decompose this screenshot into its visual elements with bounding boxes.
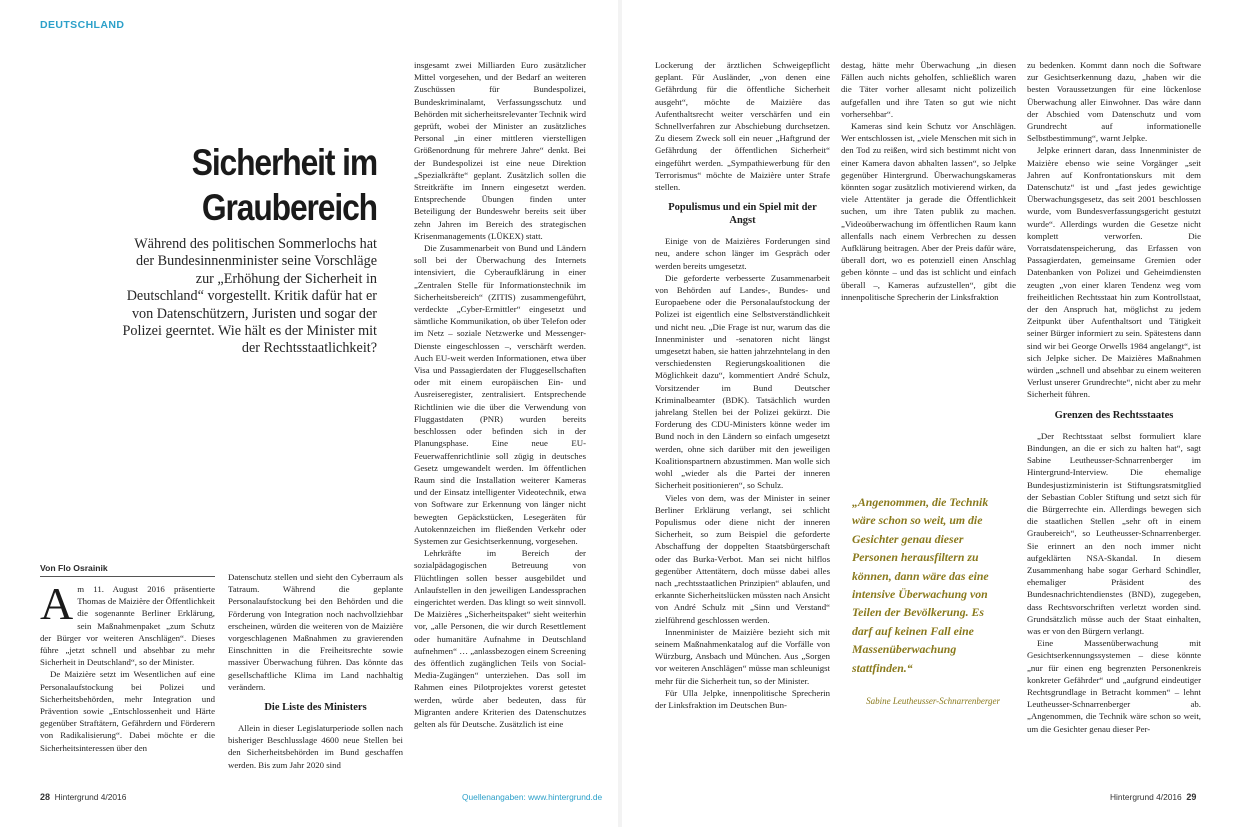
paragraph	[40, 583, 215, 668]
paragraph: Datenschutz stellen und sieht den Cyberraum als Tatraum. Während die geplante Personalaufstockung bei den Behörden und die Förderung von Integration noch nachvollziehbar erscheinen, würden die weiteren von de Maizière vorgeschlagenen Maßnahmen zu gravierenden Einschnitten in die Freiheitsrechte sowie massiver Überwachung führen. Das könnte das gesellschaftliche Klima im Land nachhaltig verändern.	[228, 572, 403, 692]
subheading: Die Liste des Ministers	[264, 702, 367, 714]
page-number-right: 29	[1186, 792, 1197, 802]
paragraph: Einige von de Maizières Forderungen sind neu, andere schon länger im Gespräch oder werden bereits umgesetzt.	[655, 236, 830, 271]
section-label: DEUTSCHLAND	[40, 19, 125, 31]
column-5	[841, 59, 1016, 329]
publication-right: Hintergrund 4/2016	[1110, 792, 1182, 802]
column-4	[655, 59, 830, 781]
paragraph: De Maizière setzt im Wesentlichen auf eine Personalaufstockung bei Polizei und Sicherheitsbehörden, mehr Integration und Prävention sowie „Entschlossenheit und Härte gegenüber Straftätern, Gefährdern und Förderern von Radikalisierung“. Dabei möchte er die Sicherheitsinteressen über den	[40, 669, 215, 753]
footer-left	[40, 792, 126, 802]
column-3	[414, 59, 586, 781]
paragraph: zu bedenken. Kommt dann noch die Software zur Gesichtserkennung dazu, „haben wir die besten Voraussetzungen für eine lückenlose Überwachung aller Einwohner. Das wäre dann der Abschied vom Datenschutz und vom Grundrecht auf informationelle Selbstbestimmung“, warnt Jelpke.	[1027, 60, 1201, 144]
headline	[165, 140, 377, 230]
article-dek: Während des politischen Sommerlochs hat der Bundesinnenminister seine Vorschläge zur „Erhöhung der Sicherheit in Deutschland“ vorgestellt. Kritik dafür hat er von Datenschützern, Juristen und sogar der Polizei geerntet. Wie hält es der Minister mit der Rechtsstaatlichkeit?	[122, 236, 377, 357]
paragraph: Für Ulla Jelpke, innenpolitische Sprecherin der Linksfraktion im Deutschen Bun-	[655, 687, 830, 710]
footer-right	[1110, 792, 1196, 802]
paragraph: destag, hätte mehr Überwachung „in diesen Fällen auch nichts geholfen, schließlich waren die Täter vorher allesamt nicht polizeilich aufgefallen und ihre Taten so gut wie nicht vorhersehbar“.	[841, 60, 1016, 119]
drop-cap: A	[40, 583, 74, 629]
headline-line-2: Graubereich	[201, 187, 377, 228]
subheading: Grenzen des Rechtsstaates	[1054, 409, 1174, 421]
paragraph: Die Zusammenarbeit von Bund und Ländern soll bei der Überwachung des Internets intensiviert, die Cyberaufklärung in einer „Zentralen Stelle für Informationstechnik im Sicherheitsbereich“ (ZITIS) zusammengeführt, verdeckte „Cyber-Ermittler“ eingesetzt und sämtliche Kommunikation, ob über Telefon oder im Netz – soziale Netzwerke und Messenger-Dienste eingeschlossen –, verschärft werden. Auch EU-weit werden Informationen, etwa über Visa und Passagierdaten der Fluggesellschaften oder mit einem europäischen Ein- und Ausreiseregister, zentralisiert. Entsprechende Richtlinien wie die über die Verwendung von Fluggastdaten (PNR) wurden bereits beschlossen oder befinden sich in der Planungsphase. Eine neue EU-Feuerwaffenrichtlinie soll zügig in deutsches Gesetz umgewandelt werden. Im öffentlichen Raum sind die Installation weiterer Kameras und der Einsatz intelligenter Videotechnik, etwa von Software zur Erkennung von länger nicht bewegten Gepäckstücken, Lesegeräten für Autokennzeichen im fließenden Verkehr oder Systemen zur Gesichtserkennung, vorgesehen.	[414, 243, 586, 546]
publication-left: Hintergrund 4/2016	[54, 792, 127, 802]
pull-quote: „Angenommen, die Technik wäre schon so weit, um die Gesichter genau dieser Personen herausfiltern zu können, dann wäre das eine intensive Überwachung von Teilen der Bevölkerung. Es darf auf keinen Fall eine Massenüberwachung stattfinden.“	[852, 495, 989, 675]
paragraph: Vieles von dem, was der Minister in seiner Berliner Erklärung verlangt, sei schlicht Populismus oder diene nicht der inneren Sicherheit, so zum Beispiel die geforderte Abschaffung der doppelten Staatsbürgerschaft oder das Burka-Verbot. Man sei nicht hilflos gegenüber Attentätern, doch müsse dabei alles nach „rechtsstaatlichen Prinzipien“ ablaufen, und erkannte Sicherheitslücken müssten nach Ansicht von André Schulz mit „Sinn und Verstand“ zielführend geschlossen werden.	[655, 492, 830, 625]
column-2	[228, 571, 403, 781]
page-number-left: 28	[40, 792, 51, 802]
column-6	[1027, 59, 1201, 781]
paragraph: Jelpke erinnert daran, dass Innenminister de Maizière ebenso wie seine Vorgänger „seit Jahren auf Konfrontationskurs mit dem Datenschutz“ ist und „fast jedes gewichtige Überwachungsgesetz, das seit 2001 beschlossen wurde, vom Bundesverfassungsgericht gestutzt wurde“. Allerdings wurden die Gesetze nicht komplett verworfen. Die Vorratsdatenspeicherung, das Erfassen von Passagierdaten, gemeinsame Gremien oder Datenbanken von Polizei und Geheimdiensten zeugten „von einer klaren Tendenz weg vom freiheitlichen Rechtsstaat hin zum Kontrollstaat, der den Anspruch hat, möglichst zu jedem Zeitpunkt über Aufenthaltsort und Tätigkeit seiner Bürger informiert zu sein. Spätestens dann sind wir bei George Orwells 1984 angelangt“, ist sich Jelpke sicher. De Maizières Maßnahmen würden „schnell und absehbar zu einem weiteren Verlust unserer Grundrechte“, nicht aber zu mehr Sicherheit führen.	[1027, 145, 1201, 400]
paragraph: Eine Massenüberwachung mit Gesichtserkennungssystemen – diese könnte „nur für einen eng begrenzten Personenkreis konkreter Gefährder“ und „aufgrund eindeutiger Rechtsgrundlage in Betracht kommen“ – lehnt Leutheusser-Schnarrenberger ab. „Angenommen, die Technik wäre schon so weit, um die Gesichter genau dieser Per-	[1027, 638, 1201, 734]
paragraph: Lehrkräfte im Bereich der sozialpädagogischen Betreuung von Flüchtlingen sollen besser ausgebildet und Anlaufstellen in den jeweiligen Landessprachen eingerichtet werden. Das klingt so weit sinnvoll. De Maizières „Sicherheitspaket“ sieht weiterhin vor, „alle Personen, die wir durch Resettlement oder humanitäre Aufnahme in Deutschland aufnehmen“ … „anlassbezogen einem Screening des öffentlich zugänglichen Teils von Social-Media-Zugängen“ unterziehen. Das soll im Rahmen eines Pilotprojektes vorerst getestet werden, würde aber bedeuten, dass für Migranten andere Kriterien des Datenschutzes gelten als für Deutsche. Zusätzlich ist eine	[414, 548, 586, 729]
paragraph-text: m 11. August 2016 präsentierte Thomas de Maizière der Öffentlichkeit die sogenannte Berliner Erklärung, sein Maßnahmenpaket „zum Schutz der Bürger vor weiteren Anschlägen“. Dieses führe „jetzt schnell und absehbar zu mehr Sicherheit in Deutschland“, so der Minister.	[40, 584, 215, 668]
subheading: Populismus und ein Spiel mit der Angst	[668, 202, 817, 227]
paragraph: „Der Rechtsstaat selbst formuliert klare Bindungen, an die er sich zu halten hat“, sagt Sabine Leutheusser-Schnarrenberger im Hintergrund-Interview. Die ehemalige Bundesjustizministerin ist Stiftungsratsmitglied der Sebastian Cobler Stiftung und setzt sich für die Bürgerrechte ein. Allerdings bewegen sich die staatlichen Stellen „sehr oft in einem Graubereich“, so Leutheusser-Schnarrenberger. Sie erinnert an den noch immer nicht aufgeklärten NSA-Skandal. In diesem Zusammenhang habe sogar Gerhard Schindler, ehemaliger Präsident des Bundesnachrichtendienstes (BND), zugegeben, dass Rechtsvorschriften verletzt worden sind. Grundsätzlich müsse auch der Staat einhalten, was er von den Bürgern verlangt.	[1027, 430, 1201, 636]
paragraph: Kameras sind kein Schutz vor Anschlägen. Wer entschlossen ist, „viele Menschen mit sich in den Tod zu reißen, wird sich bestimmt nicht von einer Kamera davon abhalten lassen“, so Jelpke gegenüber Hintergrund. Überwachungskameras könnten sogar zusätzlich motivierend wirken, da viele Attentäter ja gerade die Öffentlichkeit suchen, um ihre Taten publik zu machen. „Videoüberwachung im öffentlichen Raum kann allenfalls nach einem Verbrechen zu dessen Aufklärung beitragen. Aber der Preis dafür wäre, überall dort, wo es potenziell einen Anschlag geben könnte – und das ist schlicht und einfach überall –, Kameras aufzustellen“, gibt die innenpolitische Sprecherin der Linksfraktion	[841, 121, 1016, 302]
headline-line-1: Sicherheit im	[191, 142, 377, 183]
footer-sources[interactable]: Quellenangaben: www.hintergrund.de	[462, 792, 603, 802]
column-1	[40, 583, 215, 781]
paragraph: Allein in dieser Legislaturperiode sollen nach bisheriger Beschlusslage 4600 neue Stellen bei den Sicherheitsbehörden im Bund geschaffen werden. Bis zum Jahr 2020 sind	[228, 723, 403, 770]
paragraph: Innenminister de Maizière bezieht sich mit seinem Maßnahmenkatalog auf die Vorfälle von Würzburg, Ansbach und München. Aus „Sorgen vor weiteren Anschlägen“ müsse man schleunigst mehr für die Sicherheit tun, so der Minister.	[655, 626, 830, 686]
paragraph: Die geforderte verbesserte Zusammenarbeit von Behörden auf Landes-, Bundes- und Europaebene oder die Personalaufstockung der Polizei ist eigentlich eine Selbstverständlichkeit und nicht neu. „Die Frage ist nur, warum das die Innenminister und -senatoren nicht längst umgesetzt haben, sie hatten jahrzehntelang in den verschiedensten Regierungskoalitionen die Möglichkeit dazu“, kommentiert André Schulz, Vorsitzender im Bund Deutscher Kriminalbeamter (BDK). Tatsächlich wurden jahrelang Stellen bei der Polizei gekürzt. Die Forderung des CDU-Ministers könne weder im Bund noch in den Ländern so einfach umgesetzt werden, ohne sich darüber mit den jeweiligen Koalitionspartnern abzustimmen. Man wolle sich wohl „wieder als die Partei der inneren Sicherheit positionieren“, so Schulz.	[655, 272, 830, 491]
byline: Von Flo Osrainik	[40, 563, 215, 577]
pull-quote-author: Sabine Leutheusser-Schnarrenberger	[866, 696, 1000, 706]
paragraph: Lockerung der ärztlichen Schweigepflicht geplant. Für Ausländer, „von denen eine Gefährdung für die öffentliche Sicherheit ausgeht“, möchte de Maizière das Aufenthaltsrecht weiter verschärfen und ein Schnellverfahren zur Abschiebung durchsetzen. Zu diesem Zweck soll ein neuer „Haftgrund der Gefährdung der öffentlichen Sicherheit“ eingeführt werden. „Sympathiewerbung für den Terrorismus“ möchte de Maizière unter Strafe stellen.	[655, 60, 830, 193]
paragraph: insgesamt zwei Milliarden Euro zusätzlicher Mittel vorgesehen, und der Bedarf an weiteren Zuschüssen für Bundespolizei, Bundeskriminalamt, Verfassungsschutz und Behörden mit sicherheitsrelevanter Technik wird geprüft, wobei der Minister an zusätzliches Personal „in einer mittleren vierstelligen Größenordnung für mehrere Jahre“ denkt. Bei der Bundespolizei ist eine neue Direktion „Spezialkräfte“ geplant. Zusätzlich sollen die Streitkräfte im Innern eingesetzt werden. Entsprechende Übungen finden unter Beteiligung der Bundeswehr bereits seit über zehn Jahren im Bereich des strategischen Krisenmanagements (LÜKEX) statt.	[414, 60, 586, 241]
